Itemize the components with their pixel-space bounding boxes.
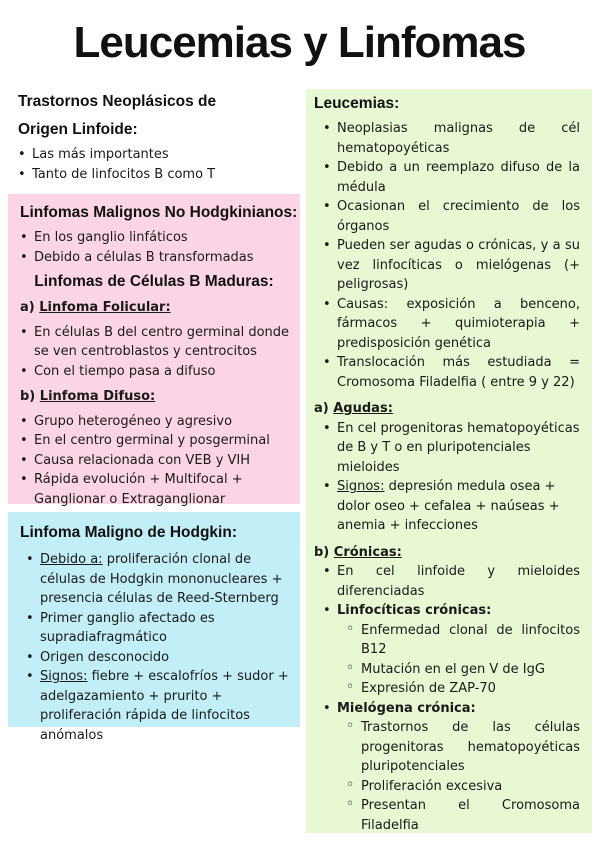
cronicas-heading [314,543,592,563]
list-item: • Tanto de linfocitos B como T [32,165,298,185]
section-trastornos-neoplasicos [18,88,298,184]
list-item: ◦ Proliferación excesiva [361,777,580,797]
list-item [40,550,300,609]
difuso-title: Linfoma Difuso: [39,389,156,404]
list-item: • Neoplasias malignas de cél hematopoyéticas [337,119,580,158]
list-item: • En cel progenitoras hematopoyéticas de B y T o en pluripotenciales mieloides [337,419,580,478]
hodgkin-heading: Linfoma Maligno de Hodgkin: [20,524,237,541]
list-item: • En los ganglio linfáticos [34,228,300,248]
hodgkin-list [20,550,300,745]
list-item: • Debido a un reemplazo difuso de la médula [337,158,580,197]
trastornos-heading-line1: Trastornos Neoplásicos de [18,93,217,110]
list-item [40,667,300,745]
agudas-signos-label: Signos: [337,479,385,494]
leucemias-heading: Leucemias: [314,95,400,112]
cronicas-list [314,562,592,835]
section-linfomas-no-hodgkin [8,194,300,507]
list-item: • En células B del centro germinal donde se ven centroblastos y centrocitos [34,323,300,362]
list-item: ◦ Expresión de ZAP-70 [361,679,580,699]
list-item: • Causa relacionada con VEB y VIH [34,451,300,471]
hodgkin-debido-label: Debido a: [40,552,103,567]
folicular-list [20,323,300,382]
list-item: ◦ Enfermedad clonal de linfocitos B12 [361,621,580,660]
list-item [337,601,580,699]
list-item: • Con el tiempo pasa a difuso [34,362,300,382]
trastornos-heading-line2: Origen Linfoide: [18,121,138,138]
no-hodgkin-heading: Linfomas Malignos No Hodgkinianos: [20,204,298,221]
list-item [337,699,580,836]
difuso-list [20,412,300,510]
folicular-heading [20,298,300,318]
list-item: • En el centro germinal y posgerminal [34,431,300,451]
agudas-list [314,419,592,536]
list-item: • Ocasionan el crecimiento de los órganos [337,197,580,236]
list-item: • Translocación más estudiada = Cromosoma Filadelfia ( entre 9 y 22) [337,353,580,392]
linfociticas-cronicas-title: Linfocíticas crónicas: [337,603,492,618]
page-title: Leucemias y Linfomas [73,18,526,67]
agudas-prefix: a) [314,401,329,416]
leucemias-list [314,119,592,392]
list-item: ◦ Presentan el Cromosoma Filadelfia [361,796,580,835]
cronicas-title: Crónicas: [333,544,402,560]
celulas-b-maduras-heading: Linfomas de Células B Maduras: [34,273,274,290]
list-item: • Origen desconocido [40,648,300,668]
section-leucemias [306,89,592,833]
trastornos-list [18,145,298,184]
list-item: ◦ Mutación en el gen V de IgG [361,660,580,680]
hodgkin-debido-text: proliferación clonal de células de Hodgkin mononucleares + presencia células de Reed-Sternberg [40,552,283,606]
section-linfoma-hodgkin [8,512,300,743]
cronicas-prefix: b) [314,544,330,560]
list-item [337,477,580,536]
mielogena-cronica-list [337,718,580,835]
agudas-heading [314,399,592,419]
folicular-prefix: a) [20,300,35,315]
list-item: • Causas: exposición a benceno, fármacos + quimioterapia + predisposición genética [337,295,580,354]
list-item: • En cel linfoide y mieloides diferenciadas [337,562,580,601]
folicular-title: Linfoma Folicular: [39,300,171,315]
difuso-heading [20,387,300,407]
list-item: • Las más importantes [32,145,298,165]
difuso-prefix: b) [20,389,36,404]
agudas-signos-text: depresión medula osea + dolor oseo + cefalea + naúseas + anemia + infecciones [337,479,560,533]
mielogena-cronica-title: Mielógena crónica: [337,700,476,716]
hodgkin-signos-text: fiebre + escalofríos + sudor + adelgazamiento + prurito + proliferación rápida de linfocitos anómalos [40,669,289,743]
list-item: • Grupo heterogéneo y agresivo [34,412,300,432]
no-hodgkin-list [20,228,300,267]
list-item: ◦ Trastornos de las células progenitoras hematopoyéticas pluripotenciales [361,718,580,777]
list-item: • Debido a células B transformadas [34,248,300,268]
linfociticas-cronicas-list [337,621,580,699]
list-item: • Pueden ser agudas o crónicas, y a su vez linfocíticas o mielógenas (+ peligrosas) [337,236,580,295]
hodgkin-signos-label: Signos: [40,669,88,684]
agudas-title: Agudas: [333,401,393,416]
list-item: • Primer ganglio afectado es supradiafragmático [40,609,300,648]
list-item: • Rápida evolución + Multifocal + Ganglionar o Extraganglionar [34,470,300,509]
